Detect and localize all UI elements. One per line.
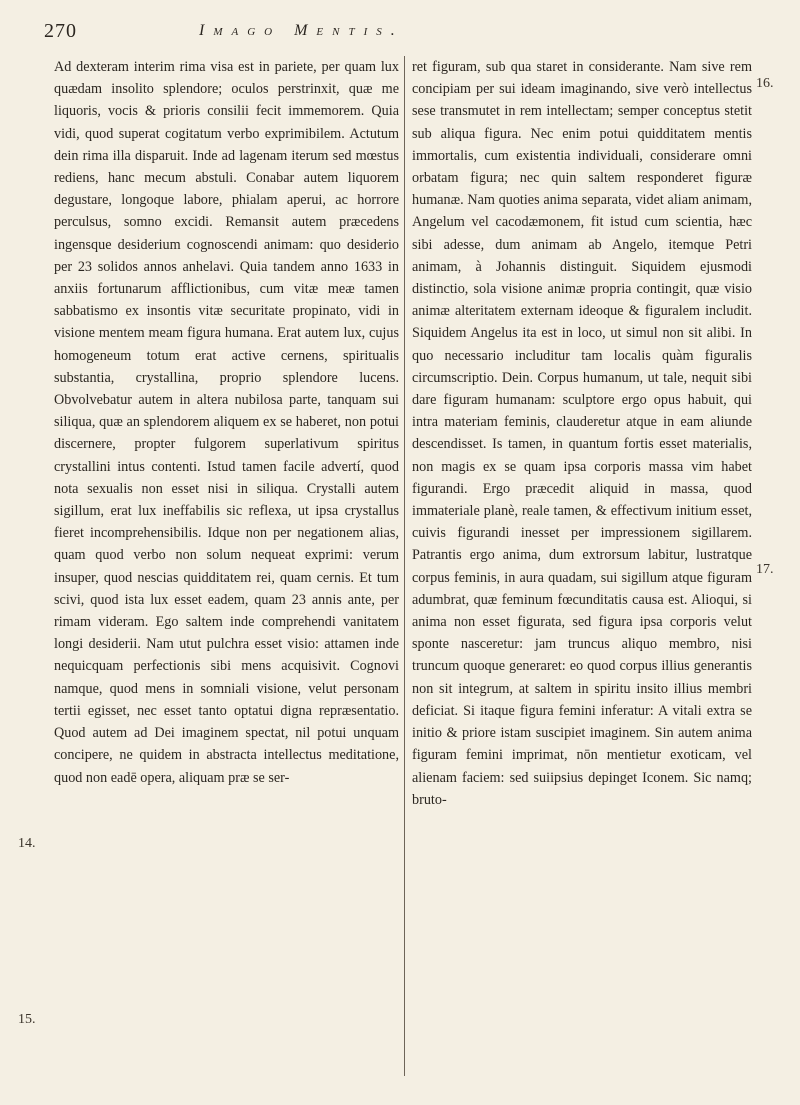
page-header — [44, 20, 784, 48]
column-divider — [404, 56, 405, 1076]
margin-number-16: 16. — [756, 76, 774, 91]
left-column-text: Ad dexteram interim rima visa est in pariete, per quam lux quædam insolito splendore; oculos perstrinxit, quæ me liquoris, vocis & prioris consilii fecit immemorem. Quia vidi, quod superat cogitatum verbo exprimibilem. Actutum dein rima illa disparuit. Inde ad lagenam iterum sed mœstus rediens, hanc mecum abstuli. Conabar autem liquorem degustare, longoque labore, phialam aperui, ac horrore perculsus, somno excidi. Remansit autem præcedens ingensque desiderium cognoscendi animam: quo desiderio per 23 solidos annos anhelavi. Quia tandem anno 1633 in anxiis fortunarum afflictionibus, cum vitæ meæ tamen sabbatismo ex insontis vitæ securitate propinato, vidi in visione mentem meam figura humana. Erat autem lux, cujus homogeneum totum erat active cernens, spiritualis substantia, crystallina, proprio splendore lucens. Obvolvebatur autem in altera nubilosa parte, tanquam sui siliqua, quæ an splendorem aliquem ex se haberet, non potui discernere, propter fulgorem superlativum spiritus crystallini intus contenti. Istud tamen facile advertí, quod nota sexualis non esset nisi in siliqua. Crystalli autem sigillum, erat lux ineffabilis sic reflexa, ut ipsa crystallus fieret incomprehensibilis. Idque non per negationem alias, quam quod verbo non solum nequeat exprimi: verum insuper, quod nescias quidditatem rei, quam cernis. Et tum scivi, quod ista lux esset eadem, quam 23 annis ante, per rimam videram. Ego saltem inde comprehendi vanitatem longi desiderii. Nam utut pulchra esset visio: attamen inde nequicquam perfectionis sibi mens acquisivit. Cognovi namque, quod mens in somniali visione, velut personam tertii egisset, nec esset tanto optatui digna repræsentatio. Quod autem ad Dei imaginem spectat, nil potui unquam concipere, ne quidem in abstracta intellectus meditatione, quod non eadē opera, aliquam præ se ser- — [54, 59, 399, 786]
right-column-text: ret figuram, sub qua staret in considerante. Nam sive rem concipiam per sui ideam imaginando, sive verò intellectus sese transmutet in rem intellectam; semper conceptus stetit sub aliqua figura. Nec enim potui quidditatem mentis immortalis, cum existentia individuali, considerare omni orbatam figura; nec quin saltem responderet figuræ humanæ. Nam quoties anima separata, videt aliam animam, Angelum vel cacodæmonem, fit istud cum scientia, hæc sibi adesse, dum animam ab Angelo, itemque Petri animam, à Johannis distinguit. Siquidem ejusmodi distinctio, sola visione animæ propria contingit, quæ visio animæ alteritatem externam ideoque & figuralem includit. Siquidem Angelus ita est in loco, ut simul non sit alibi. In quo necessario includitur tam localis quàm figuralis circumscriptio. Dein. Corpus humanum, ut tale, nequit sibi dare figuram humanam: sculptore ergo opus habuit, qui intra materiam feminis, clauderetur atque in eam aliunde descendisset. Is tamen, in quantum fortis esset materialis, non magis ex se quam ipsa corporis massa vim habet figurandi. Ergo præcedit aliquid in massa, quod immateriale planè, reale tamen, & effectivum initium esset, cuivis figurandi inesset per impressionem sigillarem. Patrantis ergo anima, dum extrorsum labitur, lustratque corpus feminis, in aura quadam, sui sigillum atque figuram adumbrat, quæ feminum fœcunditatis causa est. Alioqui, si anima non esset figurata, sed figura ipsa corporis velut sponte nasceretur: jam truncus aliquo membro, nisi truncum quoque generaret: eo quod corpus illius generantis non sit integrum, at saltem in spiritu insito illius membri deficiat. Si itaque figura femini inferatur: A vitali extra se initio & priore istam suscipiet imaginem. Sin autem anima figuram femini imprimat, nōn mentietur exoticam, vel alienam faciem: sed suiipsius depinget Iconem. Sic namq; bruto- — [412, 59, 752, 808]
margin-number-17: 17. — [756, 562, 774, 577]
margin-number-15: 15. — [18, 1012, 36, 1027]
page-number: 270 — [44, 20, 77, 42]
right-column — [412, 56, 752, 811]
margin-number-14: 14. — [18, 836, 36, 851]
left-column — [54, 56, 399, 789]
running-title: Imago Mentis. — [199, 22, 404, 39]
